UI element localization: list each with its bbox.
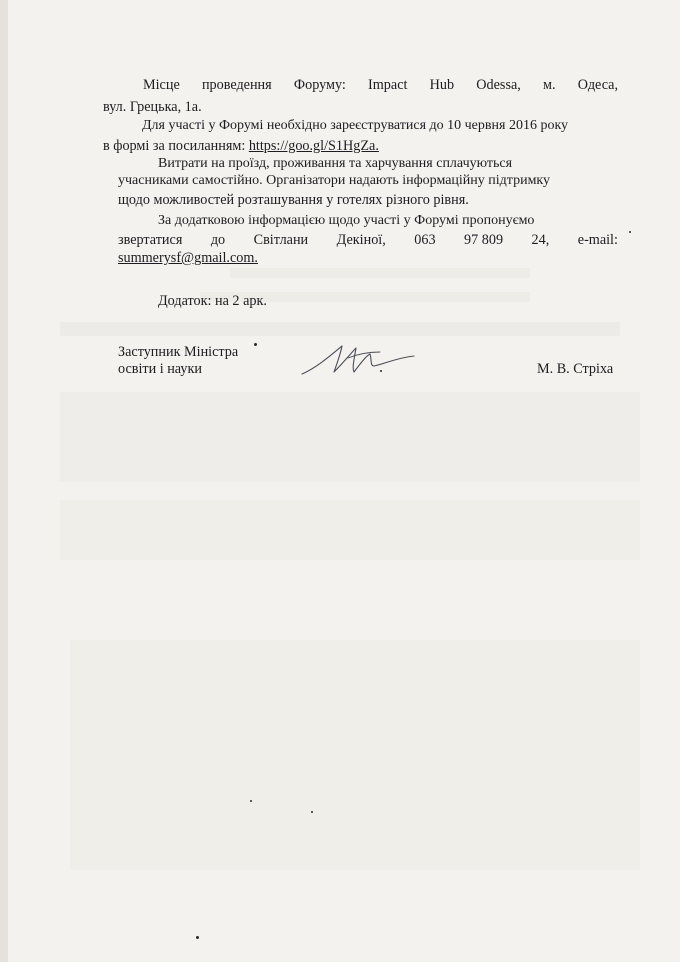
venue-label: Місце проведення Форуму: <box>143 77 346 93</box>
contact-phone-part: 24, <box>531 232 550 248</box>
show-through-block <box>70 640 640 870</box>
attachment-note: Додаток: на 2 арк. <box>158 293 267 309</box>
contact-word: Світлани <box>253 232 309 248</box>
speck <box>196 936 199 939</box>
show-through-block <box>60 392 640 482</box>
expenses-line-2: учасниками самостійно. Організатори надають інформаційну підтримку <box>118 173 551 188</box>
speck <box>629 231 631 233</box>
expenses-line-1: Витрати на проїзд, проживання та харчування сплачуються <box>158 156 513 171</box>
contact-line-1: За додатковою інформацією щодо участі у Форумі пропонуємо <box>158 213 535 228</box>
contact-phone-part: 063 <box>414 232 436 248</box>
contact-email-link[interactable]: summerysf@gmail.com. <box>118 250 258 266</box>
contact-phone-part: 97 809 <box>464 232 504 248</box>
speck <box>380 370 382 372</box>
registration-line-1: Для участі у Форумі необхідно зареєструватися до 10 червня 2016 року <box>142 118 569 133</box>
signer-position-line-2: освіти і науки <box>118 361 202 377</box>
registration-link[interactable]: https://goo.gl/S1HgZa. <box>248 138 379 154</box>
contact-word: звертатися <box>118 232 183 248</box>
show-through-bar <box>230 268 530 278</box>
registration-line-2 <box>103 138 379 155</box>
contact-word: Декіної, <box>336 232 386 248</box>
contact-word: до <box>210 232 226 248</box>
show-through-block <box>60 500 640 560</box>
speck <box>254 343 257 346</box>
contact-email-label: e-mail: <box>577 232 618 248</box>
venue-street: вул. Грецька, 1а. <box>103 99 202 115</box>
contact-line-2 <box>118 232 618 249</box>
handwritten-signature <box>296 338 436 380</box>
venue-line <box>143 77 618 94</box>
speck <box>250 800 252 802</box>
expenses-line-3: щодо можливостей розташування у готелях різного рівня. <box>118 192 469 208</box>
speck <box>311 811 313 813</box>
venue-city: м. Одеса, <box>543 77 619 93</box>
signer-name: М. В. Стріха <box>537 361 614 377</box>
page-edge-shadow <box>0 0 8 962</box>
signer-position-line-1: Заступник Міністра <box>118 344 239 360</box>
venue-place: Impact Hub Odessa, <box>368 77 521 93</box>
show-through-bar <box>60 322 620 336</box>
registration-prefix: в формі за посиланням: <box>103 138 249 154</box>
